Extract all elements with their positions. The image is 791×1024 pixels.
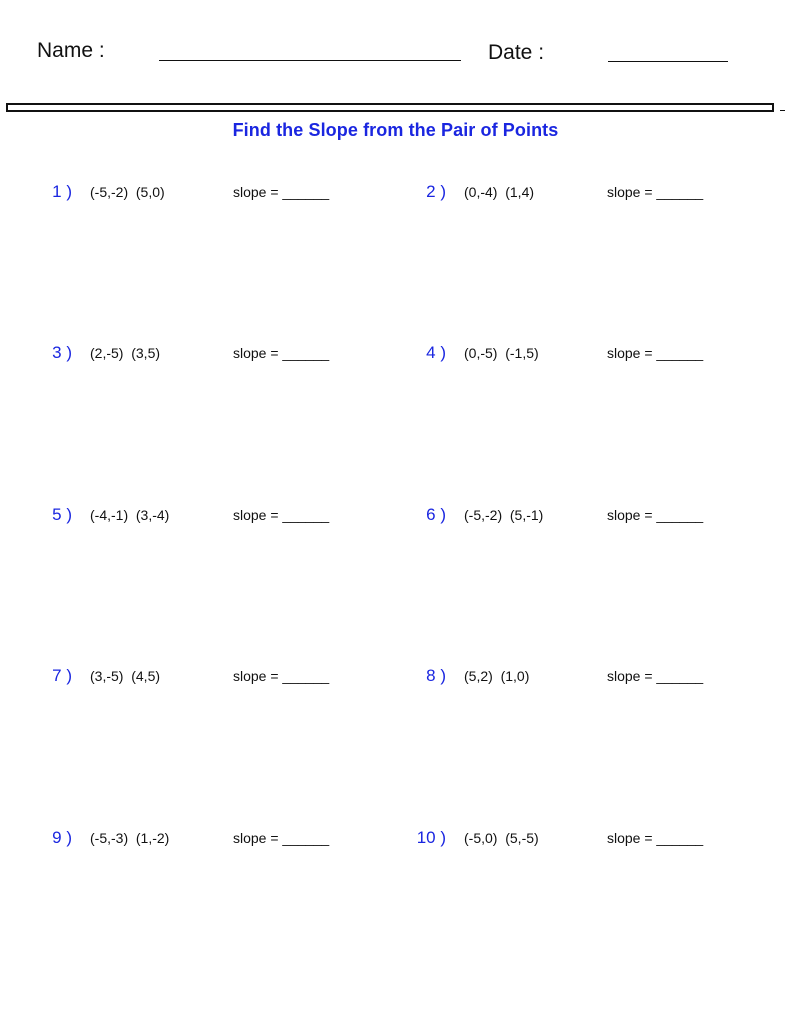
slope-answer-blank: slope = ______ — [607, 830, 704, 846]
problem-points: (2,-5) (3,5) — [90, 345, 161, 361]
problem-number: 8 ) — [426, 666, 446, 685]
slope-answer-blank: slope = ______ — [233, 668, 330, 684]
problem-points: (-5,-2) (5,-1) — [464, 507, 544, 523]
problem-number: 9 ) — [52, 828, 72, 847]
slope-answer-blank: slope = ______ — [233, 830, 330, 846]
problem-points: (-4,-1) (3,-4) — [90, 507, 170, 523]
problem-7 — [38, 664, 398, 688]
problem-number: 6 ) — [426, 505, 446, 524]
divider-tick — [780, 110, 785, 111]
slope-answer-blank: slope = ______ — [233, 507, 330, 523]
problem-5 — [38, 503, 398, 527]
date-label: Date : — [488, 41, 545, 64]
problem-points: (0,-4) (1,4) — [464, 184, 535, 200]
date-blank-line — [608, 61, 728, 62]
problem-4 — [412, 341, 772, 365]
slope-answer-blank: slope = ______ — [607, 345, 704, 361]
problem-8 — [412, 664, 772, 688]
problem-9 — [38, 826, 398, 850]
slope-answer-blank: slope = ______ — [233, 184, 330, 200]
problem-points: (0,-5) (-1,5) — [464, 345, 539, 361]
problem-points: (-5,-3) (1,-2) — [90, 830, 170, 846]
problem-number: 4 ) — [426, 343, 446, 362]
problem-points: (-5,0) (5,-5) — [464, 830, 539, 846]
problem-points: (5,2) (1,0) — [464, 668, 530, 684]
problem-number: 7 ) — [52, 666, 72, 685]
problem-2 — [412, 180, 772, 204]
problem-number: 5 ) — [52, 505, 72, 524]
problem-number: 3 ) — [52, 343, 72, 362]
name-blank-line — [159, 60, 461, 61]
problem-number: 2 ) — [426, 182, 446, 201]
slope-answer-blank: slope = ______ — [607, 184, 704, 200]
slope-answer-blank: slope = ______ — [607, 668, 704, 684]
problem-number: 10 ) — [416, 828, 446, 847]
problem-10 — [412, 826, 772, 850]
name-label: Name : — [37, 39, 105, 62]
slope-answer-blank: slope = ______ — [233, 345, 330, 361]
slope-answer-blank: slope = ______ — [607, 507, 704, 523]
problem-points: (3,-5) (4,5) — [90, 668, 161, 684]
problem-1 — [38, 180, 398, 204]
worksheet-title: Find the Slope from the Pair of Points — [232, 120, 559, 140]
problem-6 — [412, 503, 772, 527]
problem-number: 1 ) — [52, 182, 72, 201]
header-divider — [6, 103, 774, 112]
problem-3 — [38, 341, 398, 365]
problem-points: (-5,-2) (5,0) — [90, 184, 165, 200]
